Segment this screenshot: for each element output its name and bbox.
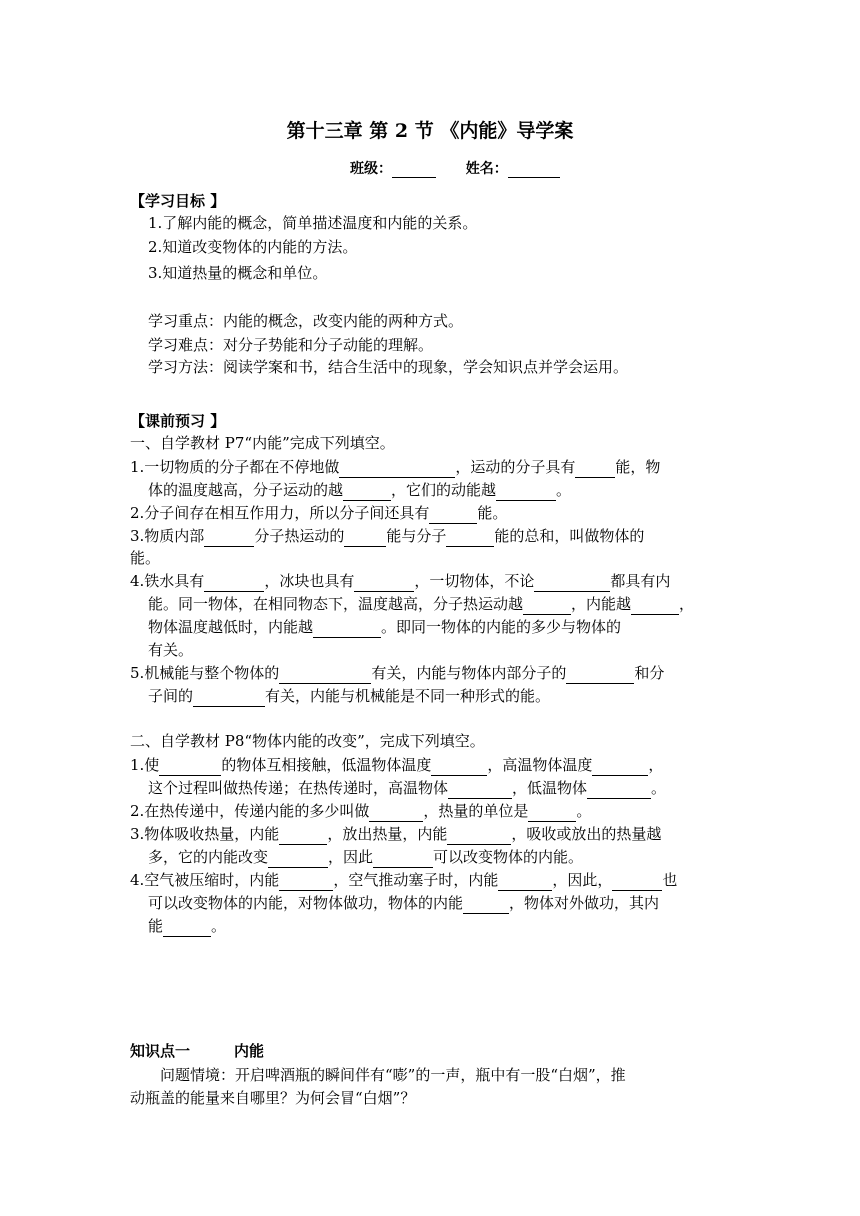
fill-blank[interactable] [631, 598, 679, 615]
question-4-line-3: 物体温度越低时，内能越 。即同一物体的内能的多少与物体的 [148, 618, 622, 636]
r-question-3-line-2: 多，它的内能改变 ，因此 可以改变物体的内能。 [148, 848, 584, 866]
knowledge-topic: 内能 [234, 1042, 265, 1060]
fill-blank[interactable] [431, 759, 487, 776]
r-question-4-line-1: 4.空气被压缩时，内能 ，空气推动塞子时，内能 ，因此， 也 [130, 871, 678, 889]
fill-blank[interactable] [373, 851, 433, 868]
fill-blank[interactable] [279, 667, 371, 684]
fill-blank[interactable] [369, 805, 423, 822]
fill-blank[interactable] [343, 484, 391, 501]
fill-blank[interactable] [463, 897, 509, 914]
fill-blank[interactable] [612, 874, 662, 891]
fill-blank[interactable] [204, 530, 254, 547]
question-5-line-2: 子间的 有关，内能与机械能是不同一种形式的能。 [148, 687, 551, 705]
situation-line-1: 问题情境：开启啤酒瓶的瞬间伴有“嘭”的一声，瓶中有一股“白烟”，推 [160, 1066, 626, 1084]
goals-heading: 【学习目标 】 [130, 192, 226, 210]
r-question-1-line-2: 这个过程叫做热传递；在热传递时，高温物体 ，低温物体 。 [148, 779, 667, 797]
fill-blank[interactable] [448, 782, 512, 799]
method: 学习方法：阅读学案和书，结合生活中的现象，学会知识点并学会运用。 [148, 358, 629, 376]
fill-blank[interactable] [279, 874, 333, 891]
question-5-line-1: 5.机械能与整个物体的 有关，内能与物体内部分子的 和分 [130, 664, 665, 682]
key-point: 学习重点：内能的概念，改变内能的两种方式。 [148, 312, 464, 330]
question-3-line-1: 3.物质内部 分子热运动的 能与分子 能的总和，叫做物体的 [130, 527, 645, 545]
question-1-line-1: 1.一切物质的分子都在不停地做 ，运动的分子具有 能，物 [130, 458, 661, 476]
fill-blank[interactable] [566, 667, 634, 684]
name-blank[interactable] [508, 161, 560, 178]
name-label: 姓名： [465, 161, 508, 177]
goal-item: 2.知道改变物体的内能的方法。 [148, 238, 358, 256]
fill-blank[interactable] [268, 851, 328, 868]
goal-item: 1.了解内能的概念，简单描述温度和内能的关系。 [148, 214, 478, 232]
fill-blank[interactable] [313, 621, 381, 638]
class-label: 班级： [350, 161, 392, 177]
question-4-line-1: 4.铁水具有 ，冰块也具有 ，一切物体，不论 都具有内 [130, 572, 671, 590]
fill-blank[interactable] [429, 507, 477, 524]
question-2: 2.分子间存在相互作用力，所以分子间还具有 能。 [130, 504, 508, 522]
r-question-2: 2.在热传递中，传递内能的多少叫做 ，热量的单位是 。 [130, 802, 592, 820]
fill-blank[interactable] [496, 484, 556, 501]
r-question-4-line-2: 可以改变物体的内能，对物体做功，物体的内能 ，物体对外做功，其内 [148, 894, 660, 912]
question-3-line-2: 能。 [130, 549, 161, 567]
class-name-line [350, 158, 560, 178]
fill-blank[interactable] [534, 575, 610, 592]
r-question-3-line-1: 3.物体吸收热量，内能 ，放出热量，内能 ，吸收或放出的热量越 [130, 825, 662, 843]
knowledge-heading: 知识点一 内能 [130, 1042, 265, 1060]
difficulty: 学习难点：对分子势能和分子动能的理解。 [148, 336, 434, 354]
fill-blank[interactable] [344, 530, 386, 547]
fill-blank[interactable] [498, 874, 552, 891]
fill-blank[interactable] [279, 828, 327, 845]
part2-title: 二、自学教材 P8“物体内能的改变”，完成下列填空。 [130, 732, 485, 750]
fill-blank[interactable] [159, 759, 221, 776]
fill-blank[interactable] [528, 805, 576, 822]
r-question-4-line-3: 能 。 [148, 917, 227, 935]
preview-heading: 【课前预习 】 [130, 412, 226, 430]
class-blank[interactable] [392, 161, 436, 178]
fill-blank[interactable] [204, 575, 264, 592]
fill-blank[interactable] [592, 759, 648, 776]
r-question-1-line-1: 1.使 的物体互相接触，低温物体温度 ，高温物体温度 ， [130, 756, 664, 774]
part1-title: 一、自学教材 P7“内能”完成下列填空。 [130, 434, 395, 452]
fill-blank[interactable] [354, 575, 414, 592]
fill-blank[interactable] [446, 530, 494, 547]
question-1-line-2: 体的温度越高，分子运动的越 ，它们的动能越 。 [148, 481, 572, 499]
fill-blank[interactable] [447, 828, 511, 845]
situation-line-2: 动瓶盖的能量来自哪里？为何会冒“白烟”？ [130, 1089, 416, 1107]
fill-blank[interactable] [193, 690, 265, 707]
goal-item: 3.知道热量的概念和单位。 [148, 264, 328, 282]
page-title: 第十三章 第 2 节 《内能》导学案 [286, 120, 574, 142]
fill-blank[interactable] [339, 461, 455, 478]
fill-blank[interactable] [163, 920, 211, 937]
fill-blank[interactable] [575, 461, 615, 478]
question-4-line-4: 有关。 [148, 641, 194, 659]
fill-blank[interactable] [587, 782, 651, 799]
fill-blank[interactable] [523, 598, 571, 615]
question-4-line-2: 能。同一物体，在相同物态下，温度越高，分子热运动越 ，内能越 ， [148, 595, 695, 613]
